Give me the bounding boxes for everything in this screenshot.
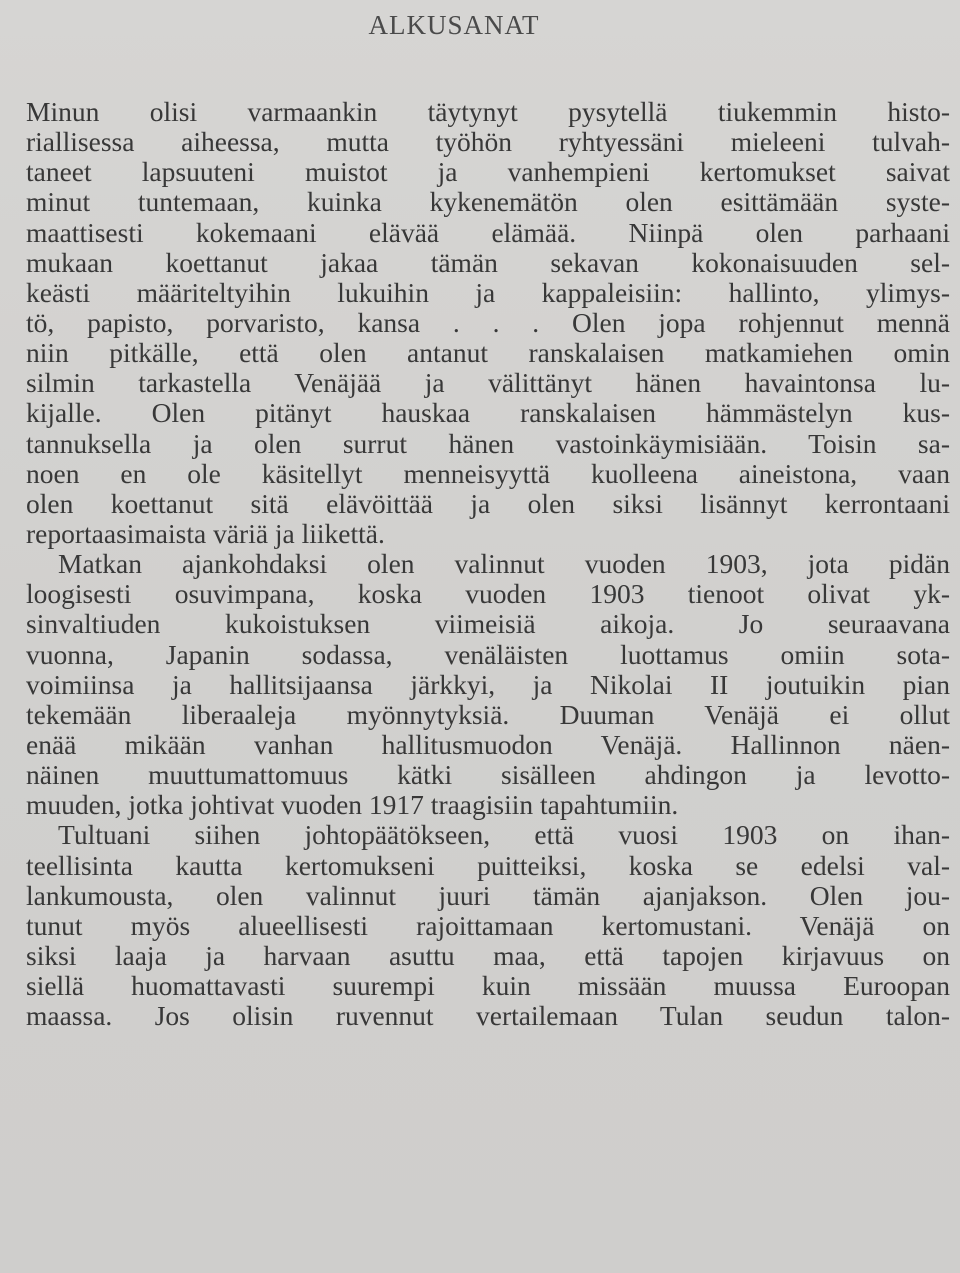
- text-line: maattisesti kokemaani elävää elämää. Niinpä olen parhaani: [26, 216, 950, 248]
- paragraph: [26, 820, 950, 1031]
- text-line: Tultuani siihen johtopäätökseen, että vuosi 1903 on ihan-: [58, 819, 950, 851]
- text-line: reportaasimaista väriä ja liikettä.: [26, 517, 385, 549]
- text-line: minut tuntemaan, kuinka kykenemätön olen esittämään syste-: [26, 186, 950, 218]
- text-line: voimiinsa ja hallitsijaansa järkkyi, ja Nikolai II joutuikin pian: [26, 668, 950, 700]
- text-line: tunut myös alueellisesti rajoittamaan kertomustani. Venäjä on: [26, 909, 950, 941]
- text-line: vuonna, Japanin sodassa, venäläisten luottamus omiin sota-: [26, 638, 950, 670]
- text-line: muuden, jotka johtivat vuoden 1917 traagisiin tapahtumiin.: [26, 789, 679, 821]
- text-line: taneet lapsuuteni muistot ja vanhempieni kertomukset saivat: [26, 156, 950, 188]
- text-line: siksi laaja ja harvaan asuttu maa, että tapojen kirjavuus on: [26, 939, 950, 971]
- text-line: siellä huomattavasti suurempi kuin missään muussa Euroopan: [26, 970, 950, 1002]
- text-line: tekemään liberaaleja myönnytyksiä. Duuman Venäjä ei ollut: [26, 698, 950, 730]
- text-line: Minun olisi varmaankin täytynyt pysytellä tiukemmin histo-: [26, 96, 950, 127]
- text-line: keästi määriteltyihin lukuihin ja kappaleisiin: hallinto, ylimys-: [26, 276, 950, 308]
- text-line: mukaan koettanut jakaa tämän sekavan kokonaisuuden sel-: [26, 246, 950, 278]
- text-line: kijalle. Olen pitänyt hauskaa ranskalaisen hämmästelyn kus-: [26, 397, 950, 429]
- text-line: maassa. Jos olisin ruvennut vertailemaan Tulan seudun talon-: [26, 1000, 950, 1032]
- text-line: lankumousta, olen valinnut juuri tämän ajanjakson. Olen jou-: [26, 879, 950, 911]
- page-title: ALKUSANAT: [368, 10, 540, 40]
- text-line: niin pitkälle, että olen antanut ranskalaisen matkamiehen omin: [26, 337, 950, 369]
- text-line: silmin tarkastella Venäjää ja välittänyt hänen havaintonsa lu-: [26, 367, 950, 399]
- body-text: [26, 97, 950, 1031]
- text-line: tö, papisto, porvaristo, kansa . . . Olen jopa rohjennut mennä: [26, 306, 950, 338]
- paragraph: [26, 549, 950, 820]
- text-line: Matkan ajankohdaksi olen valinnut vuoden 1903, jota pidän: [58, 548, 950, 580]
- text-line: loogisesti osuvimpana, koska vuoden 1903 tienoot olivat yk-: [26, 578, 950, 610]
- text-line: enää mikään vanhan hallitusmuodon Venäjä. Hallinnon näen-: [26, 728, 950, 760]
- text-line: sinvaltiuden kukoistuksen viimeisiä aikoja. Jo seuraavana: [26, 608, 950, 640]
- text-line: teellisinta kautta kertomukseni puitteiksi, koska se edelsi val-: [26, 849, 950, 881]
- paragraph: [26, 97, 950, 549]
- text-line: tannuksella ja olen surrut hänen vastoinkäymisiään. Toisin sa-: [26, 427, 950, 459]
- text-line: noen en ole käsitellyt menneisyyttä kuolleena aineistona, vaan: [26, 457, 950, 489]
- text-line: riallisessa aiheessa, mutta työhön ryhtyessäni mieleeni tulvah-: [26, 126, 950, 158]
- text-line: näinen muuttumattomuus kätki sisälleen ahdingon ja levotto-: [26, 759, 950, 791]
- text-line: olen koettanut sitä elävöittää ja olen siksi lisännyt kerrontaani: [26, 487, 950, 519]
